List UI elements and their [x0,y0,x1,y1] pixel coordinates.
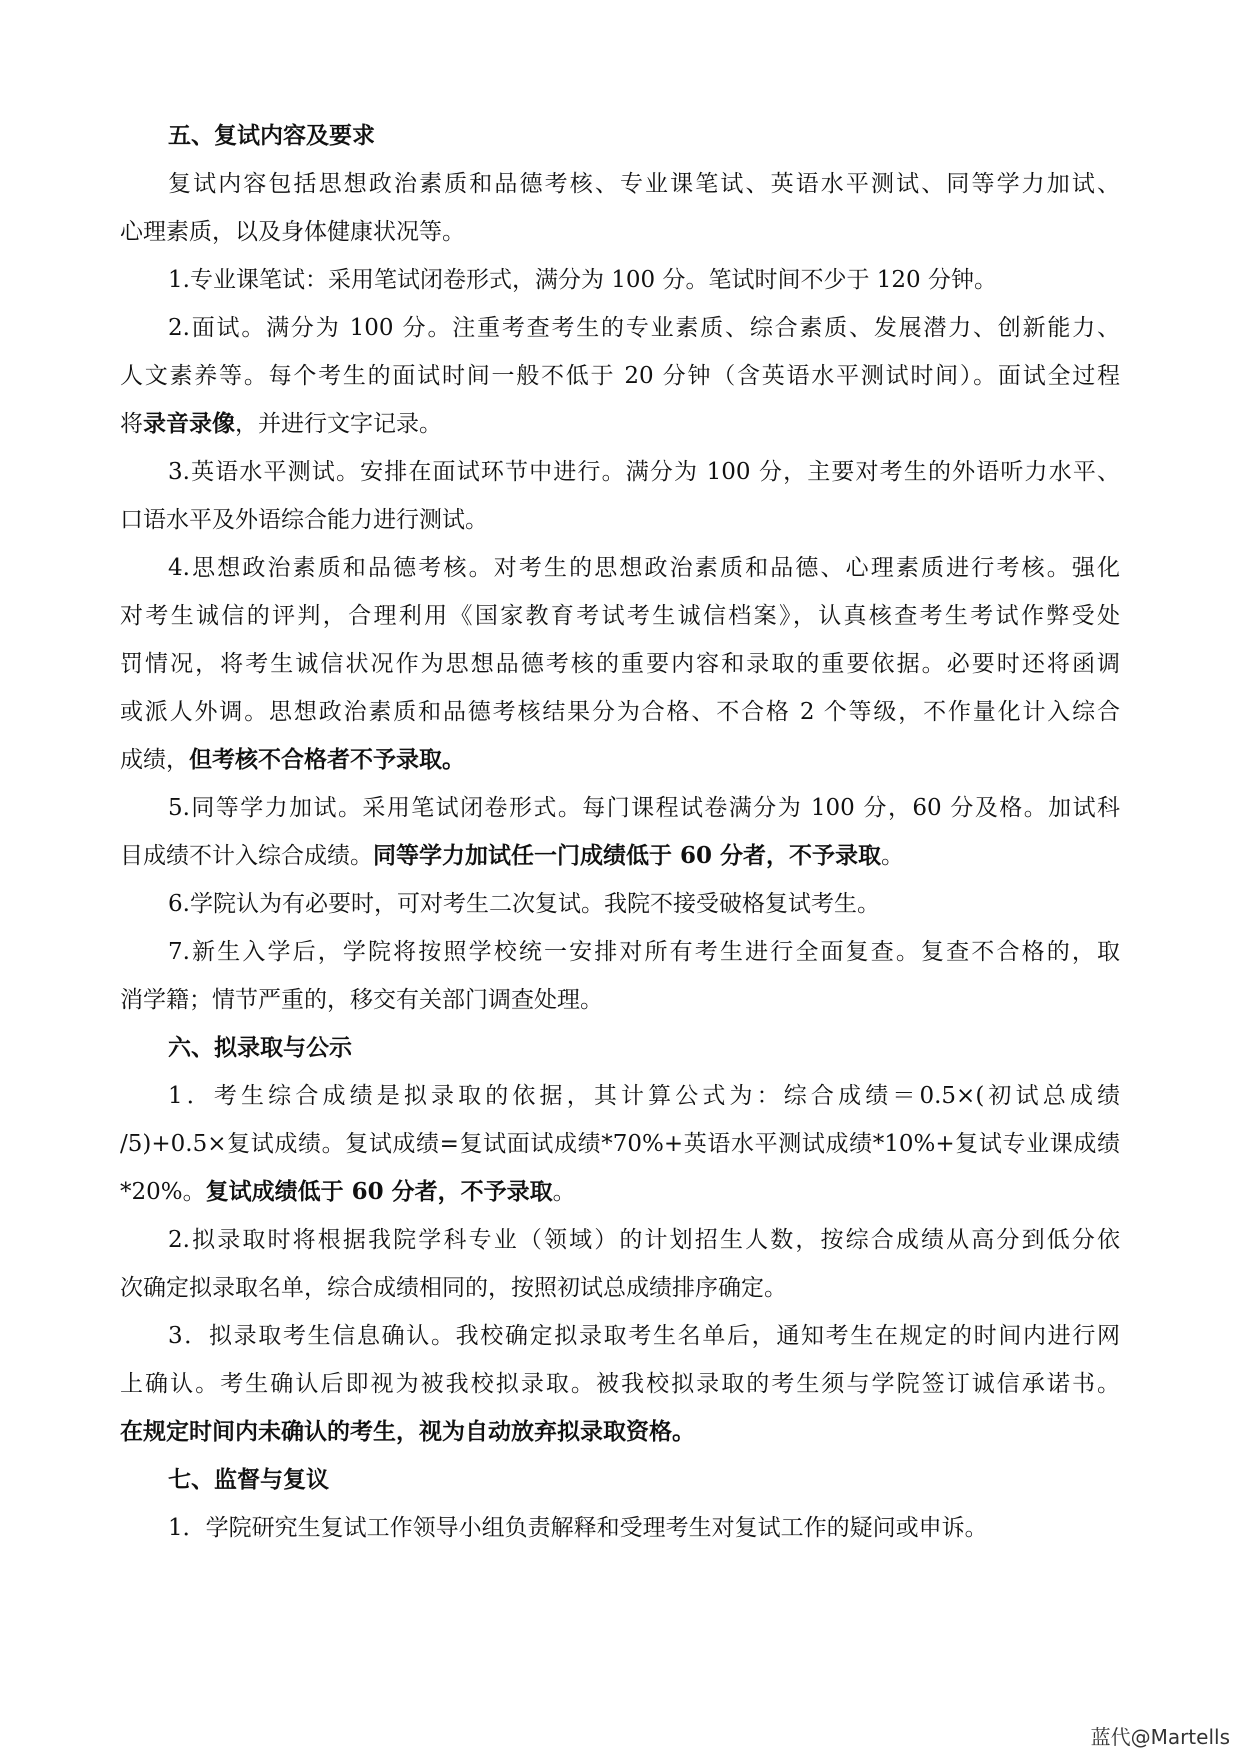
bold-text: 录音录像 [143,410,235,437]
text: 成绩， [120,747,189,773]
watermark: 蓝代@Martells [1090,1725,1230,1749]
s6-item-3-last: 在规定时间内未确认的考生，视为自动放弃拟录取资格。 [120,1418,695,1445]
s5-item-4-line: 4.思想政治素质和品德考核。对考生的思想政治素质和品德、心理素质进行考核。强化 [168,555,1120,581]
text: ，并进行文字记录。 [235,411,442,437]
bold-text: 复试成绩低于 60 分者，不予录取 [205,1178,553,1205]
s7-item-1: 1．学院研究生复试工作领导小组负责解释和受理考生对复试工作的疑问或申诉。 [168,1515,988,1541]
s6-item-2-line: 2.拟录取时将根据我院学科专业（领域）的计划招生人数，按综合成绩从高分到低分依 [168,1227,1120,1253]
s6-item-3-line: 上确认。考生确认后即视为被我校拟录取。被我校拟录取的考生须与学院签订诚信承诺书。 [120,1371,1120,1397]
s5-item-2-last [120,400,1120,448]
s5-intro-line: 心理素质，以及身体健康状况等。 [120,219,465,245]
s6-item-1-line: 1．考生综合成绩是拟录取的依据，其计算公式为：综合成绩＝0.5×(初试总成绩 [168,1083,1120,1109]
text: 将 [120,411,143,437]
s5-intro-line: 复试内容包括思想政治素质和品德考核、专业课笔试、英语水平测试、同等学力加试、 [168,171,1120,197]
s5-item-3-line: 3.英语水平测试。安排在面试环节中进行。满分为 100 分，主要对考生的外语听力水平、 [168,459,1120,485]
s5-item-4-line: 罚情况，将考生诚信状况作为思想品德考核的重要内容和录取的重要依据。必要时还将函调 [120,651,1120,677]
s6-item-2-line: 次确定拟录取名单，综合成绩相同的，按照初试总成绩排序确定。 [120,1275,787,1301]
s5-item-6: 6.学院认为有必要时，可对考生二次复试。我院不接受破格复试考生。 [168,891,880,917]
s5-item-4-line: 或派人外调。思想政治素质和品德考核结果分为合格、不合格 2 个等级，不作量化计入综合 [120,699,1120,725]
s5-item-5-last [120,832,1120,880]
s6-item-1-line: /5)+0.5×复试成绩。复试成绩=复试面试成绩*70%+英语水平测试成绩*10%+复试专业课成绩 [120,1131,1120,1157]
s5-item-2-line: 人文素养等。每个考生的面试时间一般不低于 20 分钟（含英语水平测试时间）。面试全过程 [120,363,1120,389]
s5-item-5-line: 5.同等学力加试。采用笔试闭卷形式。每门课程试卷满分为 100 分，60 分及格。加试科 [168,795,1120,821]
document-page [120,112,1120,1552]
section-7-title: 七、监督与复议 [168,1466,329,1493]
bold-text: 同等学力加试任一门成绩低于 60 分者，不予录取 [373,842,882,869]
s5-item-4-last [120,736,1120,784]
s5-item-2-line: 2.面试。满分为 100 分。注重考查考生的专业素质、综合素质、发展潜力、创新能力、 [168,315,1120,341]
text: *20%。 [120,1179,206,1205]
section-5-title: 五、复试内容及要求 [168,122,375,149]
s5-item-3-line: 口语水平及外语综合能力进行测试。 [120,507,488,533]
text: 目成绩不计入综合成绩。 [120,843,373,869]
s5-item-7-line: 7.新生入学后，学院将按照学校统一安排对所有考生进行全面复查。复查不合格的，取 [168,939,1120,965]
s5-item-1: 1.专业课笔试：采用笔试闭卷形式，满分为 100 分。笔试时间不少于 120 分钟。 [168,267,997,293]
s5-item-4-line: 对考生诚信的评判，合理利用《国家教育考试考生诚信档案》，认真核查考生考试作弊受处 [120,603,1120,629]
section-6-title: 六、拟录取与公示 [168,1034,352,1061]
text: 。 [552,1179,576,1205]
text: 。 [881,843,905,869]
s5-item-7-line: 消学籍；情节严重的，移交有关部门调查处理。 [120,987,603,1013]
s6-item-3-line: 3．拟录取考生信息确认。我校确定拟录取考生名单后，通知考生在规定的时间内进行网 [168,1323,1120,1349]
s6-item-1-last [120,1168,1120,1216]
bold-text: 但考核不合格者不予录取。 [189,746,465,773]
